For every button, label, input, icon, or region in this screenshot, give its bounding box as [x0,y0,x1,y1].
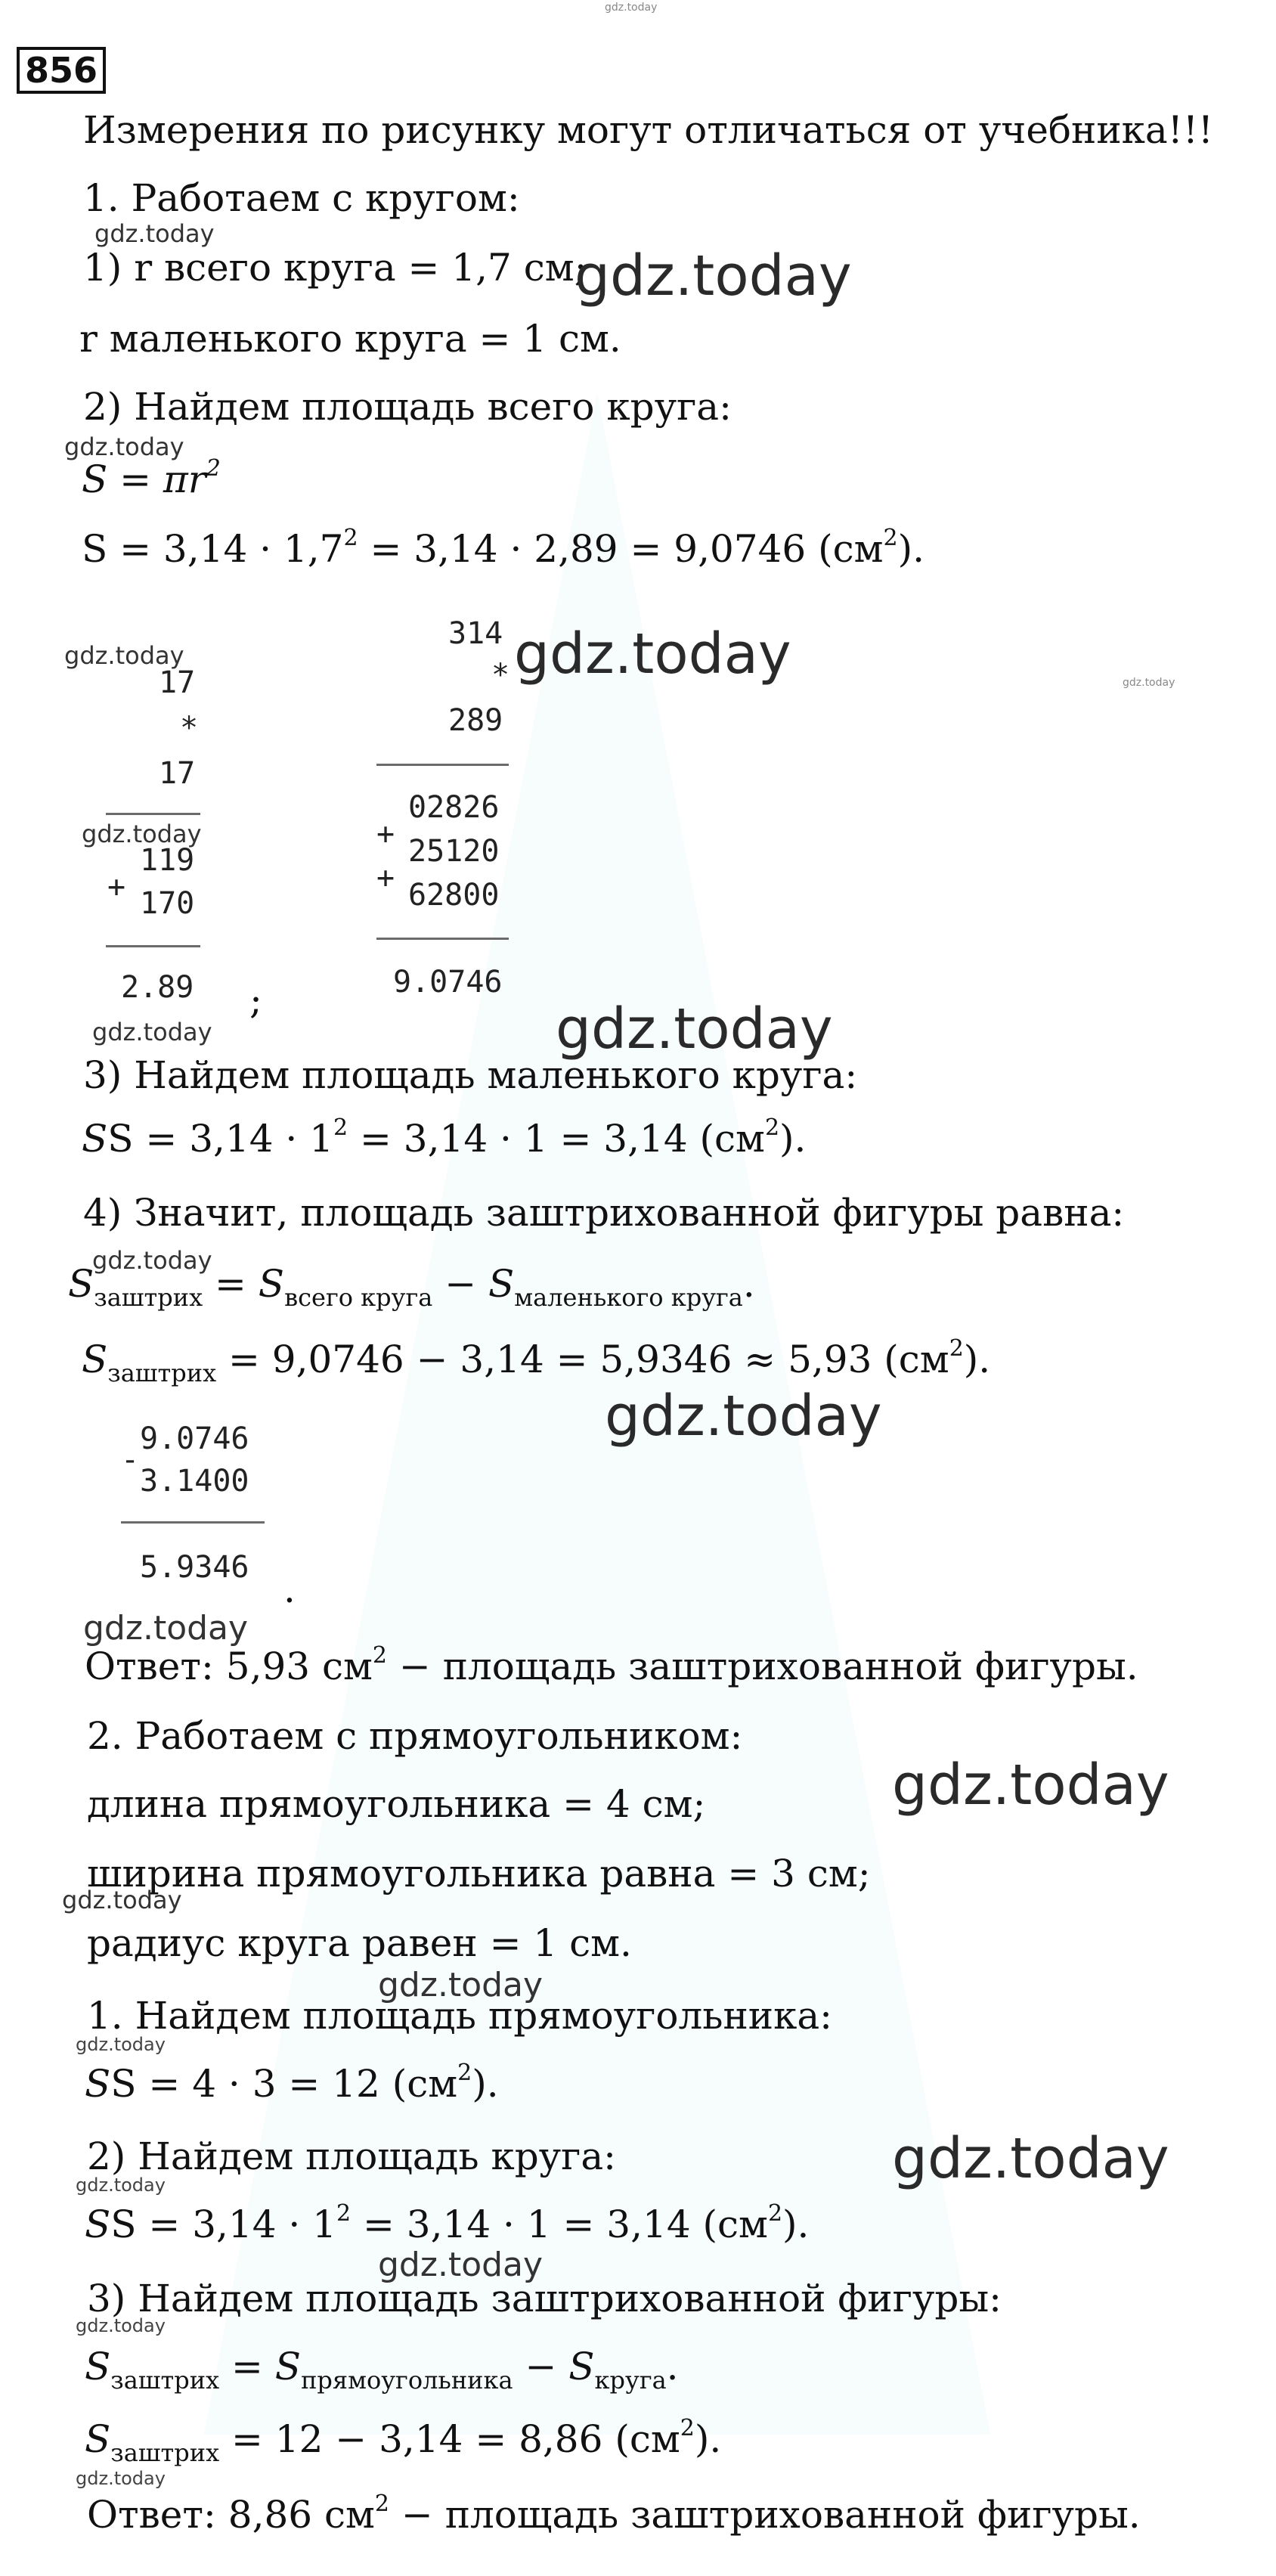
part2-length: длина прямоугольника = 4 см; [87,1782,706,1826]
part2-heading: 2. Работаем с прямоугольником: [87,1714,743,1758]
mult2-partial-3: 62800 [408,878,500,913]
sub-operand-a: 9.0746 [140,1421,249,1456]
part1-step3: 3) Найдем площадь маленького круга: [83,1053,858,1097]
watermark-large: gdz.today [892,2126,1169,2191]
sub-dot: . [283,1567,296,1611]
watermark-large: gdz.today [556,997,833,1062]
watermark-small: gdz.today [92,1018,212,1046]
mult2-line [376,764,509,766]
mult1-partial-1: 119 [140,843,195,878]
sub-operand-b: 3.1400 [140,1464,249,1499]
watermark-large: gdz.today [892,1753,1169,1818]
part1-step4: 4) Значит, площадь заштрихованной фигуры равна: [83,1191,1125,1235]
mult2-operand-a: 314 [448,616,503,651]
watermark-large: gdz.today [605,1384,882,1449]
mult1-separator: ; [249,978,262,1022]
watermark-tiny: gdz.today [76,2175,166,2196]
watermark-top: gdz.today [605,2,658,14]
mult1-plus: + [107,870,126,904]
sub-operator: - [121,1443,140,1477]
watermark-large: gdz.today [514,622,791,687]
mult1-line [106,813,200,815]
watermark-small: gdz.today [64,641,184,670]
mult2-line2 [376,938,509,940]
part1-small-radius: r маленького круга = 1 см. [79,317,621,361]
watermark-medium: gdz.today [83,1609,249,1648]
watermark-tiny: gdz.today [76,2034,166,2055]
watermark-small: gdz.today [92,1246,212,1275]
watermark-medium: gdz.today [378,2246,544,2284]
formula-area-circle: $S = \pi r^2$ [82,455,221,501]
problem-number-box: 856 [17,47,106,94]
part2-step1: 1. Найдем площадь прямоугольника: [87,1994,833,2038]
watermark-medium: gdz.today [378,1966,544,2004]
mult2-operator: * [491,658,510,693]
part2-width: ширина прямоугольника равна = 3 см; [87,1852,871,1896]
calc-big-circle-area: $S = 3,14 \cdot 1,7^2 = 3,14 \cdot 2,89 = 9,0746$ $(см^2)$. [82,525,925,571]
formula-hatched-area: $S_{заштрих} = S_{всего круга} - S_{маленького круга}$. [68,1262,755,1312]
mult2-plus-2: + [376,860,395,895]
mult1-operand-a: 17 [159,665,196,700]
calc-hatched-area: $S_{заштрих} = 9,0746 - 3,14 = 5,9346 \approx 5,93$ $(см^2)$. [82,1335,991,1387]
watermark-small: gdz.today [62,1886,182,1914]
formula-hatched-rect: $S_{заштрих} = S_{прямоугольника} - S_{круга}$. [85,2345,679,2395]
watermark-small: gdz.today [64,432,184,461]
calc-rect-area: SS = 4 · 3 = 12 $(см^2)$. [85,2060,499,2106]
mult1-partial-2: 170 [140,886,195,921]
watermark-large: gdz.today [575,243,852,308]
calc-hatched-rect: $S_{заштрих} = 12 - 3,14 = 8,86$ $(см^2)$. [85,2415,722,2467]
part2-step3: 3) Найдем площадь заштрихованной фигуры: [87,2277,1002,2320]
note-text: Измерения по рисунку могут отличаться от учебника!!! [83,108,1214,152]
part2-step2: 2) Найдем площадь круга: [87,2134,617,2178]
mult1-line2 [106,945,200,947]
part1-answer: Ответ: 5,93 $см^2$ − площадь заштрихованной фигуры. [85,1642,1138,1688]
part1-step2: 2) Найдем площадь всего круга: [83,385,732,429]
watermark-small: gdz.today [94,219,215,248]
mult2-operand-b: 289 [448,703,503,738]
mult2-partial-1: 02826 [408,790,500,825]
mult1-result: 2.89 [121,970,194,1005]
watermark-tiny: gdz.today [76,2315,166,2336]
part1-heading: 1. Работаем с кругом: [83,176,520,220]
mult1-operator: * [180,711,199,746]
sub-result: 5.9346 [140,1550,249,1585]
part2-radius: радиус круга равен = 1 см. [87,1921,632,1965]
mult2-partial-2: 25120 [408,834,500,869]
sub-line [121,1521,265,1524]
watermark-small: gdz.today [82,820,202,848]
watermark-micro: gdz.today [1123,677,1175,689]
mult1-operand-b: 17 [159,756,196,791]
calc-circle-area: SS = $3,14 \cdot 1^2 = 3,14 \cdot 1 = 3,14$ $(см^2)$. [85,2200,810,2246]
mult2-plus-1: + [376,817,395,851]
mult2-result: 9.0746 [393,965,503,1000]
part1-step1-radius: 1) r всего круга = 1,7 см; [83,246,587,290]
part2-answer: Ответ: 8,86 $см^2$ − площадь заштрихованной фигуры. [87,2491,1141,2537]
watermark-tiny: gdz.today [76,2468,166,2489]
calc-small-circle-area: SS = $3,14 \cdot 1^2 = 3,14 \cdot 1 = 3,14$ $(см^2)$. [82,1114,807,1161]
